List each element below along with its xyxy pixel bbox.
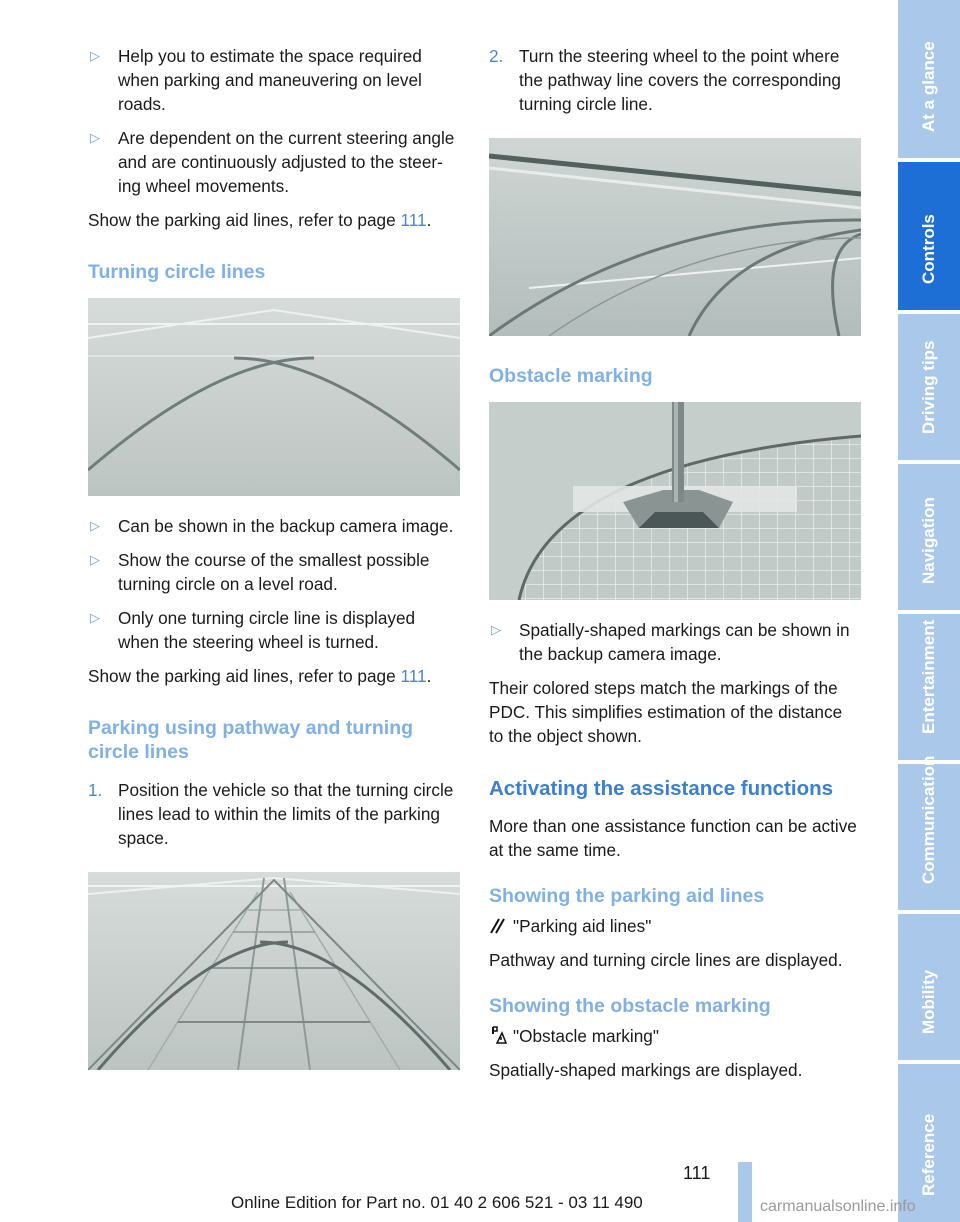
page-number: 111 <box>683 1163 711 1183</box>
chapter-sidebar <box>898 0 960 1222</box>
watermark: carmanualsonline.info <box>760 1198 916 1215</box>
lines-displayed-paragraph: Pathway and turning circle lines are displayed. <box>489 950 843 970</box>
sidebar-tab-at-a-glance[interactable]: At a glance <box>898 0 960 158</box>
markings-displayed-paragraph: Spatially-shaped markings are displayed. <box>489 1060 803 1080</box>
sidebar-tab-driving-tips[interactable]: Driving tips <box>898 314 960 460</box>
show-lines-paragraph: Show the parking aid lines, refer to page 111. <box>88 210 432 230</box>
bullet-triangle-icon: ▷ <box>90 130 100 145</box>
obstacle-marking-icon <box>489 1026 507 1044</box>
sidebar-tab-mobility[interactable]: Mobility <box>898 914 960 1060</box>
turning-circle-lines-image <box>88 298 460 496</box>
colored-steps-paragraph: Their colored steps match the markings of the PDC. This simplifies estimation of the distance to the object shown. <box>489 678 843 746</box>
heading-turning-circle-lines: Turning circle lines <box>88 261 266 283</box>
bullet-triangle-icon: ▷ <box>491 622 501 637</box>
right-column <box>489 44 861 1092</box>
steering-alignment-image <box>489 138 861 336</box>
list-item: ▷ Help you to estimate the space required when parking and maneuvering on level roads. <box>90 46 422 114</box>
footer-edition: Online Edition for Part no. 01 40 2 606 521 - 03 11 490 <box>231 1193 643 1212</box>
page-link[interactable]: 111 <box>400 210 427 230</box>
heading-showing-obstacle-marking: Showing the obstacle marking <box>489 995 771 1017</box>
show-lines-paragraph: Show the parking aid lines, refer to page 111. <box>88 666 432 686</box>
menu-parking-aid-lines: "Parking aid lines" <box>489 914 861 938</box>
sidebar-tab-reference[interactable]: Reference <box>898 1064 960 1222</box>
left-column <box>88 44 460 1088</box>
bullet-triangle-icon: ▷ <box>90 48 100 63</box>
bullet-triangle-icon: ▷ <box>90 518 100 533</box>
parking-pathway-image <box>88 872 460 1070</box>
bullet-triangle-icon: ▷ <box>90 610 100 625</box>
heading-showing-parking-lines: Showing the parking aid lines <box>489 885 765 907</box>
heading-obstacle-marking: Obstacle marking <box>489 365 653 387</box>
sidebar-tab-entertainment[interactable]: Entertainment <box>898 614 960 760</box>
step-item: 2. Turn the steering wheel to the point where the pathway line covers the corresponding turning circle line. <box>489 46 841 114</box>
more-than-one-paragraph: More than one assistance function can be active at the same time. <box>489 816 857 860</box>
bullet-triangle-icon: ▷ <box>90 552 100 567</box>
sidebar-tab-navigation[interactable]: Navigation <box>898 464 960 610</box>
list-item: ▷ Are dependent on the current steering angle and are continuously adjusted to the steer-ing wheel movements. <box>90 128 455 196</box>
list-item: ▷ Can be shown in the backup camera image. <box>90 516 454 536</box>
parking-aid-lines-icon <box>489 916 507 934</box>
list-item: ▷ Spatially-shaped markings can be shown in the backup camera image. <box>491 620 850 664</box>
page-link[interactable]: 111 <box>400 666 427 686</box>
step-item: 1. Position the vehicle so that the turning circle lines lead to within the limits of the parking space. <box>88 780 454 848</box>
sidebar-tab-communication[interactable]: Communication <box>898 764 960 910</box>
sidebar-tab-controls[interactable]: Controls <box>898 162 960 310</box>
heading-parking-pathway: Parking using pathway and turning circle lines <box>88 717 414 763</box>
page-number-bar <box>738 1162 752 1222</box>
heading-activating-assistance: Activating the assistance functions <box>489 777 834 800</box>
list-item: ▷ Only one turning circle line is displayed when the steering wheel is turned. <box>90 608 416 652</box>
menu-obstacle-marking: "Obstacle marking" <box>489 1024 861 1048</box>
list-item: ▷ Show the course of the smallest possible turning circle on a level road. <box>90 550 430 594</box>
obstacle-marking-image <box>489 402 861 600</box>
